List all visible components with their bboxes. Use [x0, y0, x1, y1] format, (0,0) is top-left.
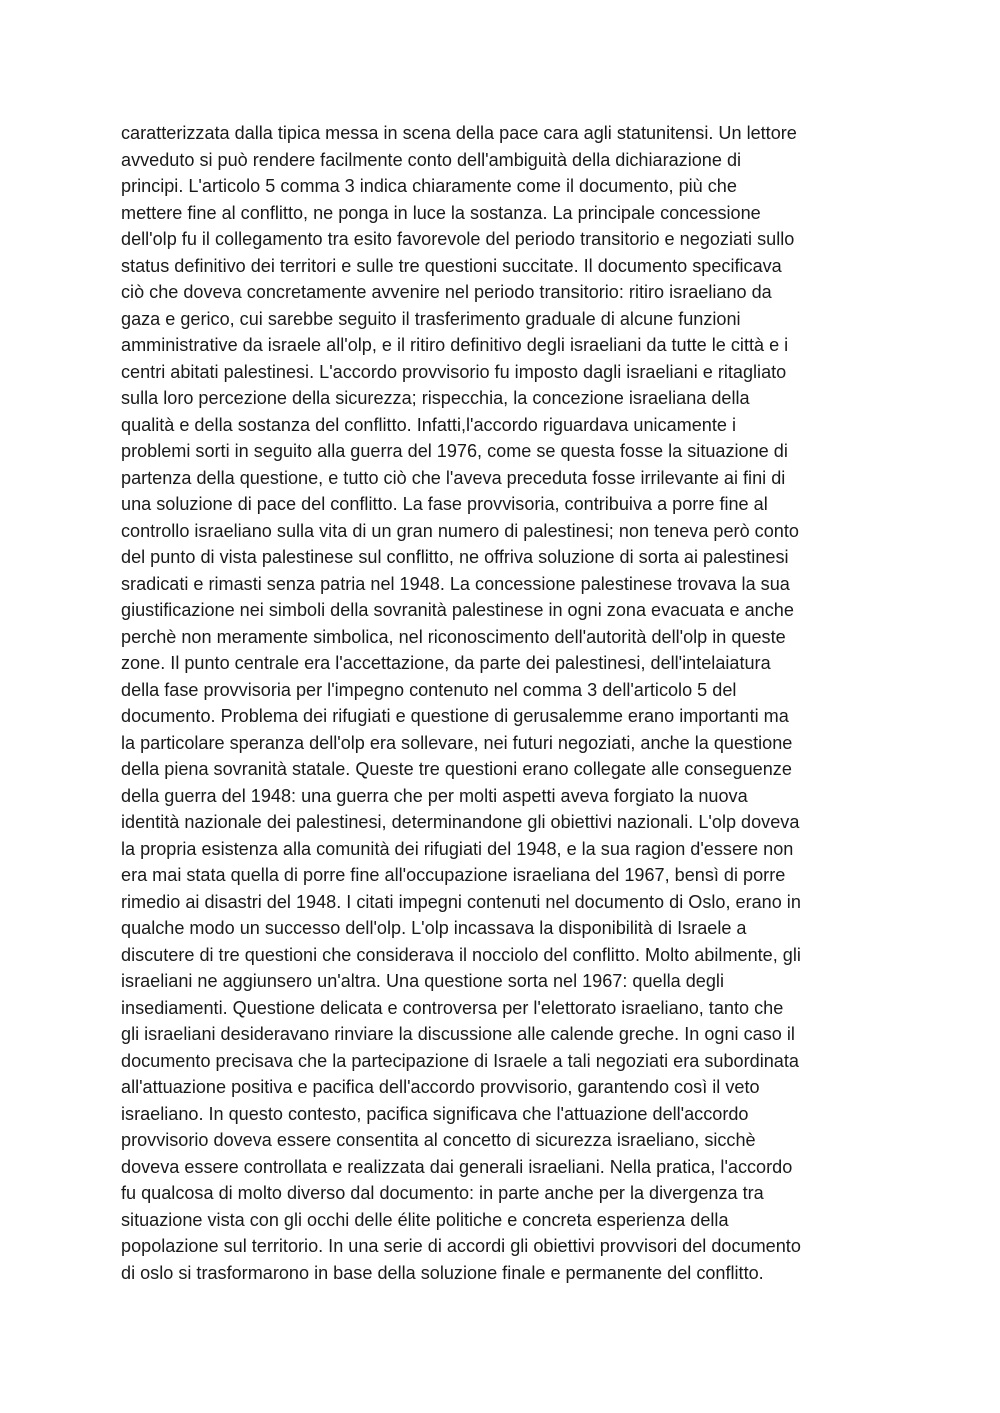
text-line: zone. Il punto centrale era l'accettazione, da parte dei palestinesi, dell'intelaiatura [121, 653, 771, 673]
text-line: mettere fine al conflitto, ne ponga in luce la sostanza. La principale concessione [121, 202, 761, 223]
text-line: insediamenti. Questione delicata e controversa per l'elettorato israeliano, tanto che [121, 997, 784, 1018]
text-line: giustificazione nei simboli della sovranità palestinese in ogni zona evacuata e anche [121, 600, 794, 620]
text-line: israeliani ne aggiunsero un'altra. Una questione sorta nel 1967: quella degli [121, 971, 724, 991]
text-line: partenza della questione, e tutto ciò che l'aveva preceduta fosse irrilevante ai fini di [121, 467, 786, 488]
body-paragraph [121, 120, 891, 1286]
text-line: era mai stata quella di porre fine all'occupazione israeliana del 1967, bensì di porre [121, 865, 786, 885]
text-line: status definitivo dei territori e sulle tre questioni succitate. Il documento specificava [121, 255, 782, 276]
text-line: ciò che doveva concretamente avvenire nel periodo transitorio: ritiro israeliano da [121, 282, 772, 302]
text-line: doveva essere controllata e realizzata dai generali israeliani. Nella pratica, l'accordo [121, 1156, 793, 1177]
text-line: amministrative da israele all'olp, e il ritiro definitivo degli israeliani da tutte le città e i [121, 335, 789, 355]
text-line: fu qualcosa di molto diverso dal documento: in parte anche per la divergenza tra [121, 1183, 764, 1203]
text-line: gaza e gerico, cui sarebbe seguito il trasferimento graduale di alcune funzioni [121, 308, 741, 329]
text-line: identità nazionale dei palestinesi, determinandone gli obiettivi nazionali. L'olp doveva [121, 812, 800, 832]
text-line: popolazione sul territorio. In una serie di accordi gli obiettivi provvisori del documento [121, 1236, 801, 1256]
text-line: documento precisava che la partecipazione di Israele a tali negoziati era subordinata [121, 1050, 799, 1071]
text-line: qualità e della sostanza del conflitto. Infatti,l'accordo riguardava unicamente i [121, 414, 736, 435]
text-line: la particolare speranza dell'olp era sollevare, nei futuri negoziati, anche la questione [121, 732, 793, 753]
text-line: qualche modo un successo dell'olp. L'olp incassava la disponibilità di Israele a [121, 918, 747, 938]
text-line: avveduto si può rendere facilmente conto dell'ambiguità della dichiarazione di [121, 149, 742, 170]
text-line: all'attuazione positiva e pacifica dell'accordo provvisorio, garantendo così il veto [121, 1077, 760, 1097]
text-line: situazione vista con gli occhi delle élite politiche e concreta esperienza della [121, 1209, 729, 1230]
text-line: rimedio ai disastri del 1948. I citati impegni contenuti nel documento di Oslo, erano in [121, 891, 801, 912]
text-line: documento. Problema dei rifugiati e questione di gerusalemme erano importanti ma [121, 706, 789, 726]
text-line: della fase provvisoria per l'impegno contenuto nel comma 3 dell'articolo 5 del [121, 679, 737, 700]
text-line: di oslo si trasformarono in base della soluzione finale e permanente del conflitto. [121, 1262, 764, 1283]
text-line: controllo israeliano sulla vita di un gran numero di palestinesi; non teneva però conto [121, 520, 799, 541]
text-line: provvisorio doveva essere consentita al concetto di sicurezza israeliano, sicchè [121, 1130, 756, 1150]
text-line: della guerra del 1948: una guerra che per molti aspetti aveva forgiato la nuova [121, 785, 748, 806]
text-line: centri abitati palestinesi. L'accordo provvisorio fu imposto dagli israeliani e ritagliato [121, 361, 787, 382]
text-line: principi. L'articolo 5 comma 3 indica chiaramente come il documento, più che [121, 176, 737, 196]
text-line: dell'olp fu il collegamento tra esito favorevole del periodo transitorio e negoziati sullo [121, 229, 795, 249]
text-line: della piena sovranità statale. Queste tre questioni erano collegate alle conseguenze [121, 759, 792, 779]
text-line: sulla loro percezione della sicurezza; rispecchia, la concezione israeliana della [121, 388, 750, 408]
text-line: caratterizzata dalla tipica messa in scena della pace cara agli statunitensi. Un lettore [121, 123, 797, 143]
text-line: perchè non meramente simbolica, nel riconoscimento dell'autorità dell'olp in queste [121, 626, 786, 647]
text-line: problemi sorti in seguito alla guerra del 1976, come se questa fosse la situazione di [121, 441, 788, 461]
text-line: la propria esistenza alla comunità dei rifugiati del 1948, e la sua ragion d'essere non [121, 838, 794, 859]
text-line: discutere di tre questioni che considerava il nocciolo del conflitto. Molto abilmente, gli [121, 944, 801, 965]
text-line: una soluzione di pace del conflitto. La fase provvisoria, contribuiva a porre fine al [121, 494, 768, 514]
text-line: israeliano. In questo contesto, pacifica significava che l'attuazione dell'accordo [121, 1103, 749, 1124]
text-line: del punto di vista palestinese sul conflitto, ne offriva soluzione di sorta ai palestinesi [121, 547, 789, 567]
text-line: gli israeliani desideravano rinviare la discussione alle calende greche. In ogni caso il [121, 1024, 795, 1044]
text-line: sradicati e rimasti senza patria nel 1948. La concessione palestinese trovava la sua [121, 573, 790, 594]
